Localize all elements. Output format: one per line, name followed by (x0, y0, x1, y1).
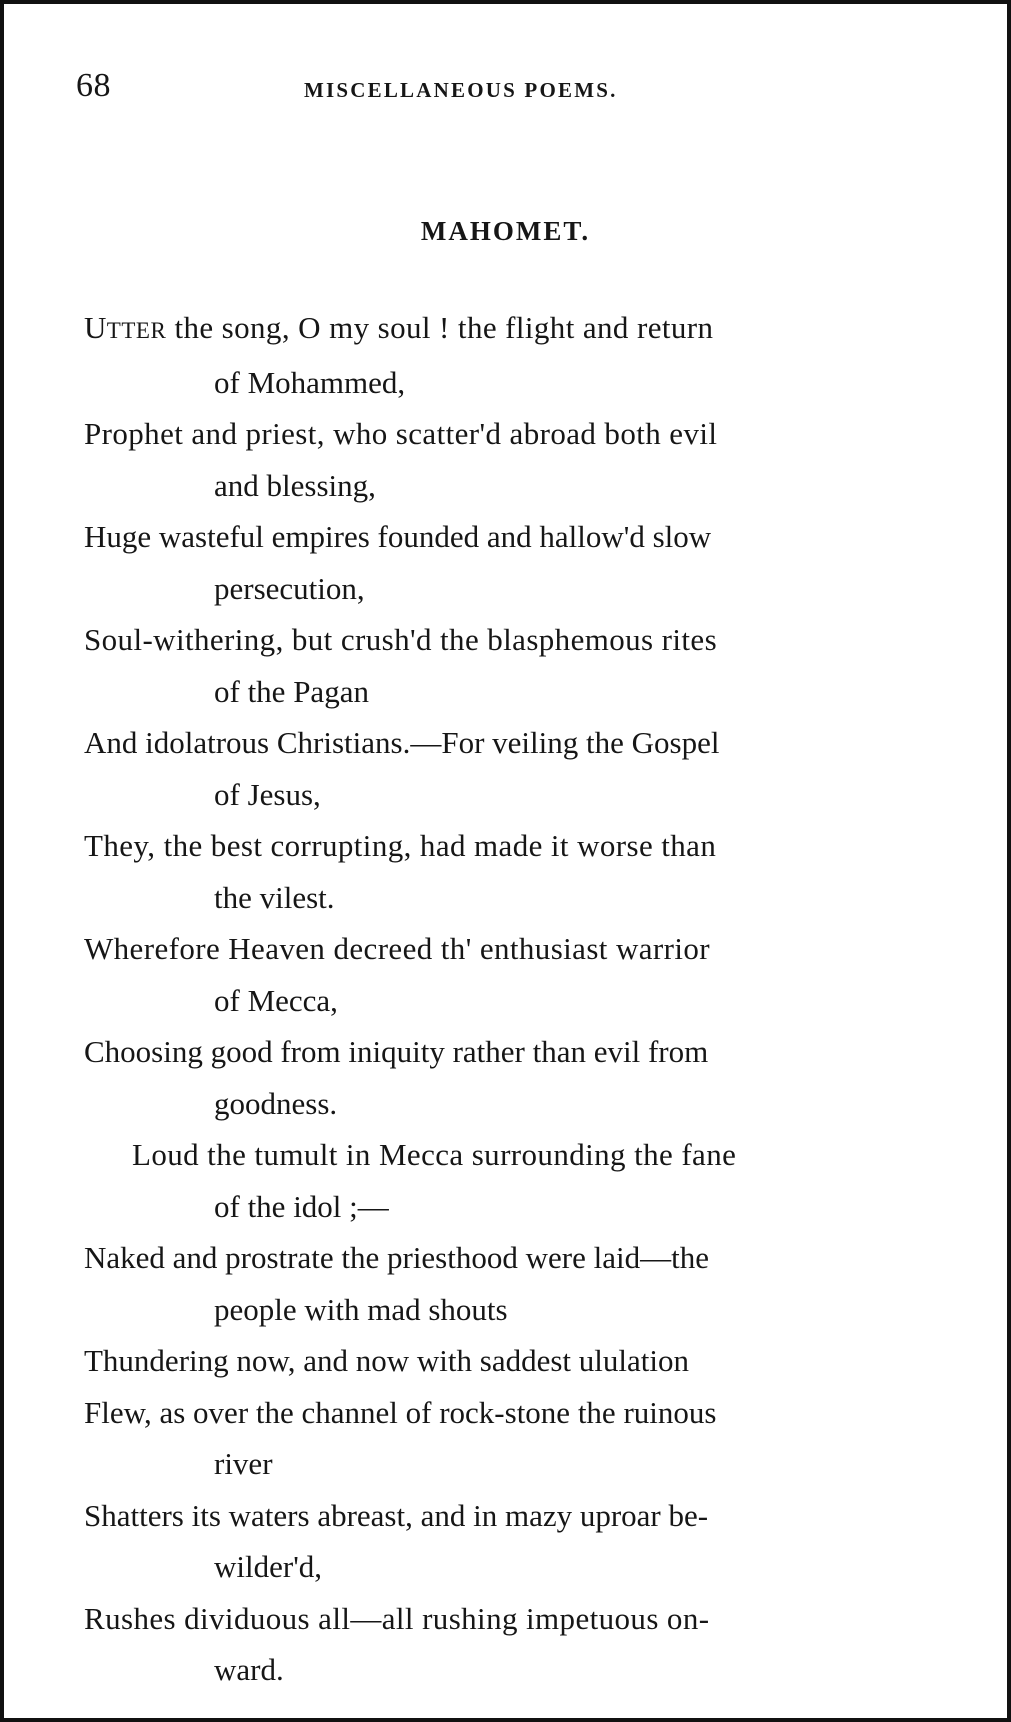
poem-line-continuation: goodness. (214, 1085, 338, 1121)
poem-line: They, the best corrupting, had made it worse than (84, 828, 717, 863)
poem-line: Prophet and priest, who scatter'd abroad both evil (84, 416, 718, 451)
poem-line-continuation: wilder'd, (214, 1549, 323, 1584)
poem-line: And idolatrous Christians.—For veiling the Gospel (84, 725, 720, 760)
poem-line-continuation: persecution, (214, 570, 365, 606)
poem-line: Thundering now, and now with saddest ululation (84, 1343, 689, 1378)
poem-line-continuation: people with mad shouts (214, 1291, 508, 1327)
poem-line-continuation: of Jesus, (214, 776, 321, 812)
poem-line: Flew, as over the channel of rock-stone the ruinous (84, 1394, 717, 1430)
poem-line-continuation: and blessing, (214, 467, 376, 503)
poem-line-continuation: river (214, 1446, 273, 1481)
poem-line: Huge wasteful empires founded and hallow'd slow (84, 519, 712, 554)
page-number: 68 (76, 67, 111, 104)
poem-stanza-line: Loud the tumult in Mecca surrounding the fane (132, 1137, 737, 1172)
poem-line: Wherefore Heaven decreed th' enthusiast warrior (84, 931, 710, 966)
poem-line: Shatters its waters abreast, and in mazy uproar be- (84, 1497, 709, 1533)
poem-title: MAHOMET. (420, 216, 591, 246)
poem-line-continuation: of Mohammed, (214, 364, 406, 400)
poem-line: Soul-withering, but crush'd the blasphemous rites (84, 622, 718, 657)
poem-line-text: the song, O my soul ! the flight and return (166, 310, 714, 345)
running-head: MISCELLANEOUS POEMS. (304, 78, 618, 102)
poem-line-continuation: of Mecca, (214, 982, 338, 1018)
poem-line (84, 302, 952, 357)
poem-line-continuation: ward. (214, 1652, 284, 1687)
poem-line: Naked and prostrate the priesthood were laid—the (84, 1240, 709, 1275)
small-caps-word: TTER (106, 318, 167, 343)
poem-body (84, 302, 952, 1696)
poem-line: Choosing good from iniquity rather than evil from (84, 1034, 709, 1069)
poem-line-continuation: of the Pagan (214, 673, 369, 709)
poem-line-continuation: of the idol ;— (214, 1188, 389, 1224)
drop-initial: U (84, 310, 107, 345)
poem-line: Rushes dividuous all—all rushing impetuous on- (84, 1600, 710, 1636)
poem-line-continuation: the vilest. (214, 879, 335, 915)
